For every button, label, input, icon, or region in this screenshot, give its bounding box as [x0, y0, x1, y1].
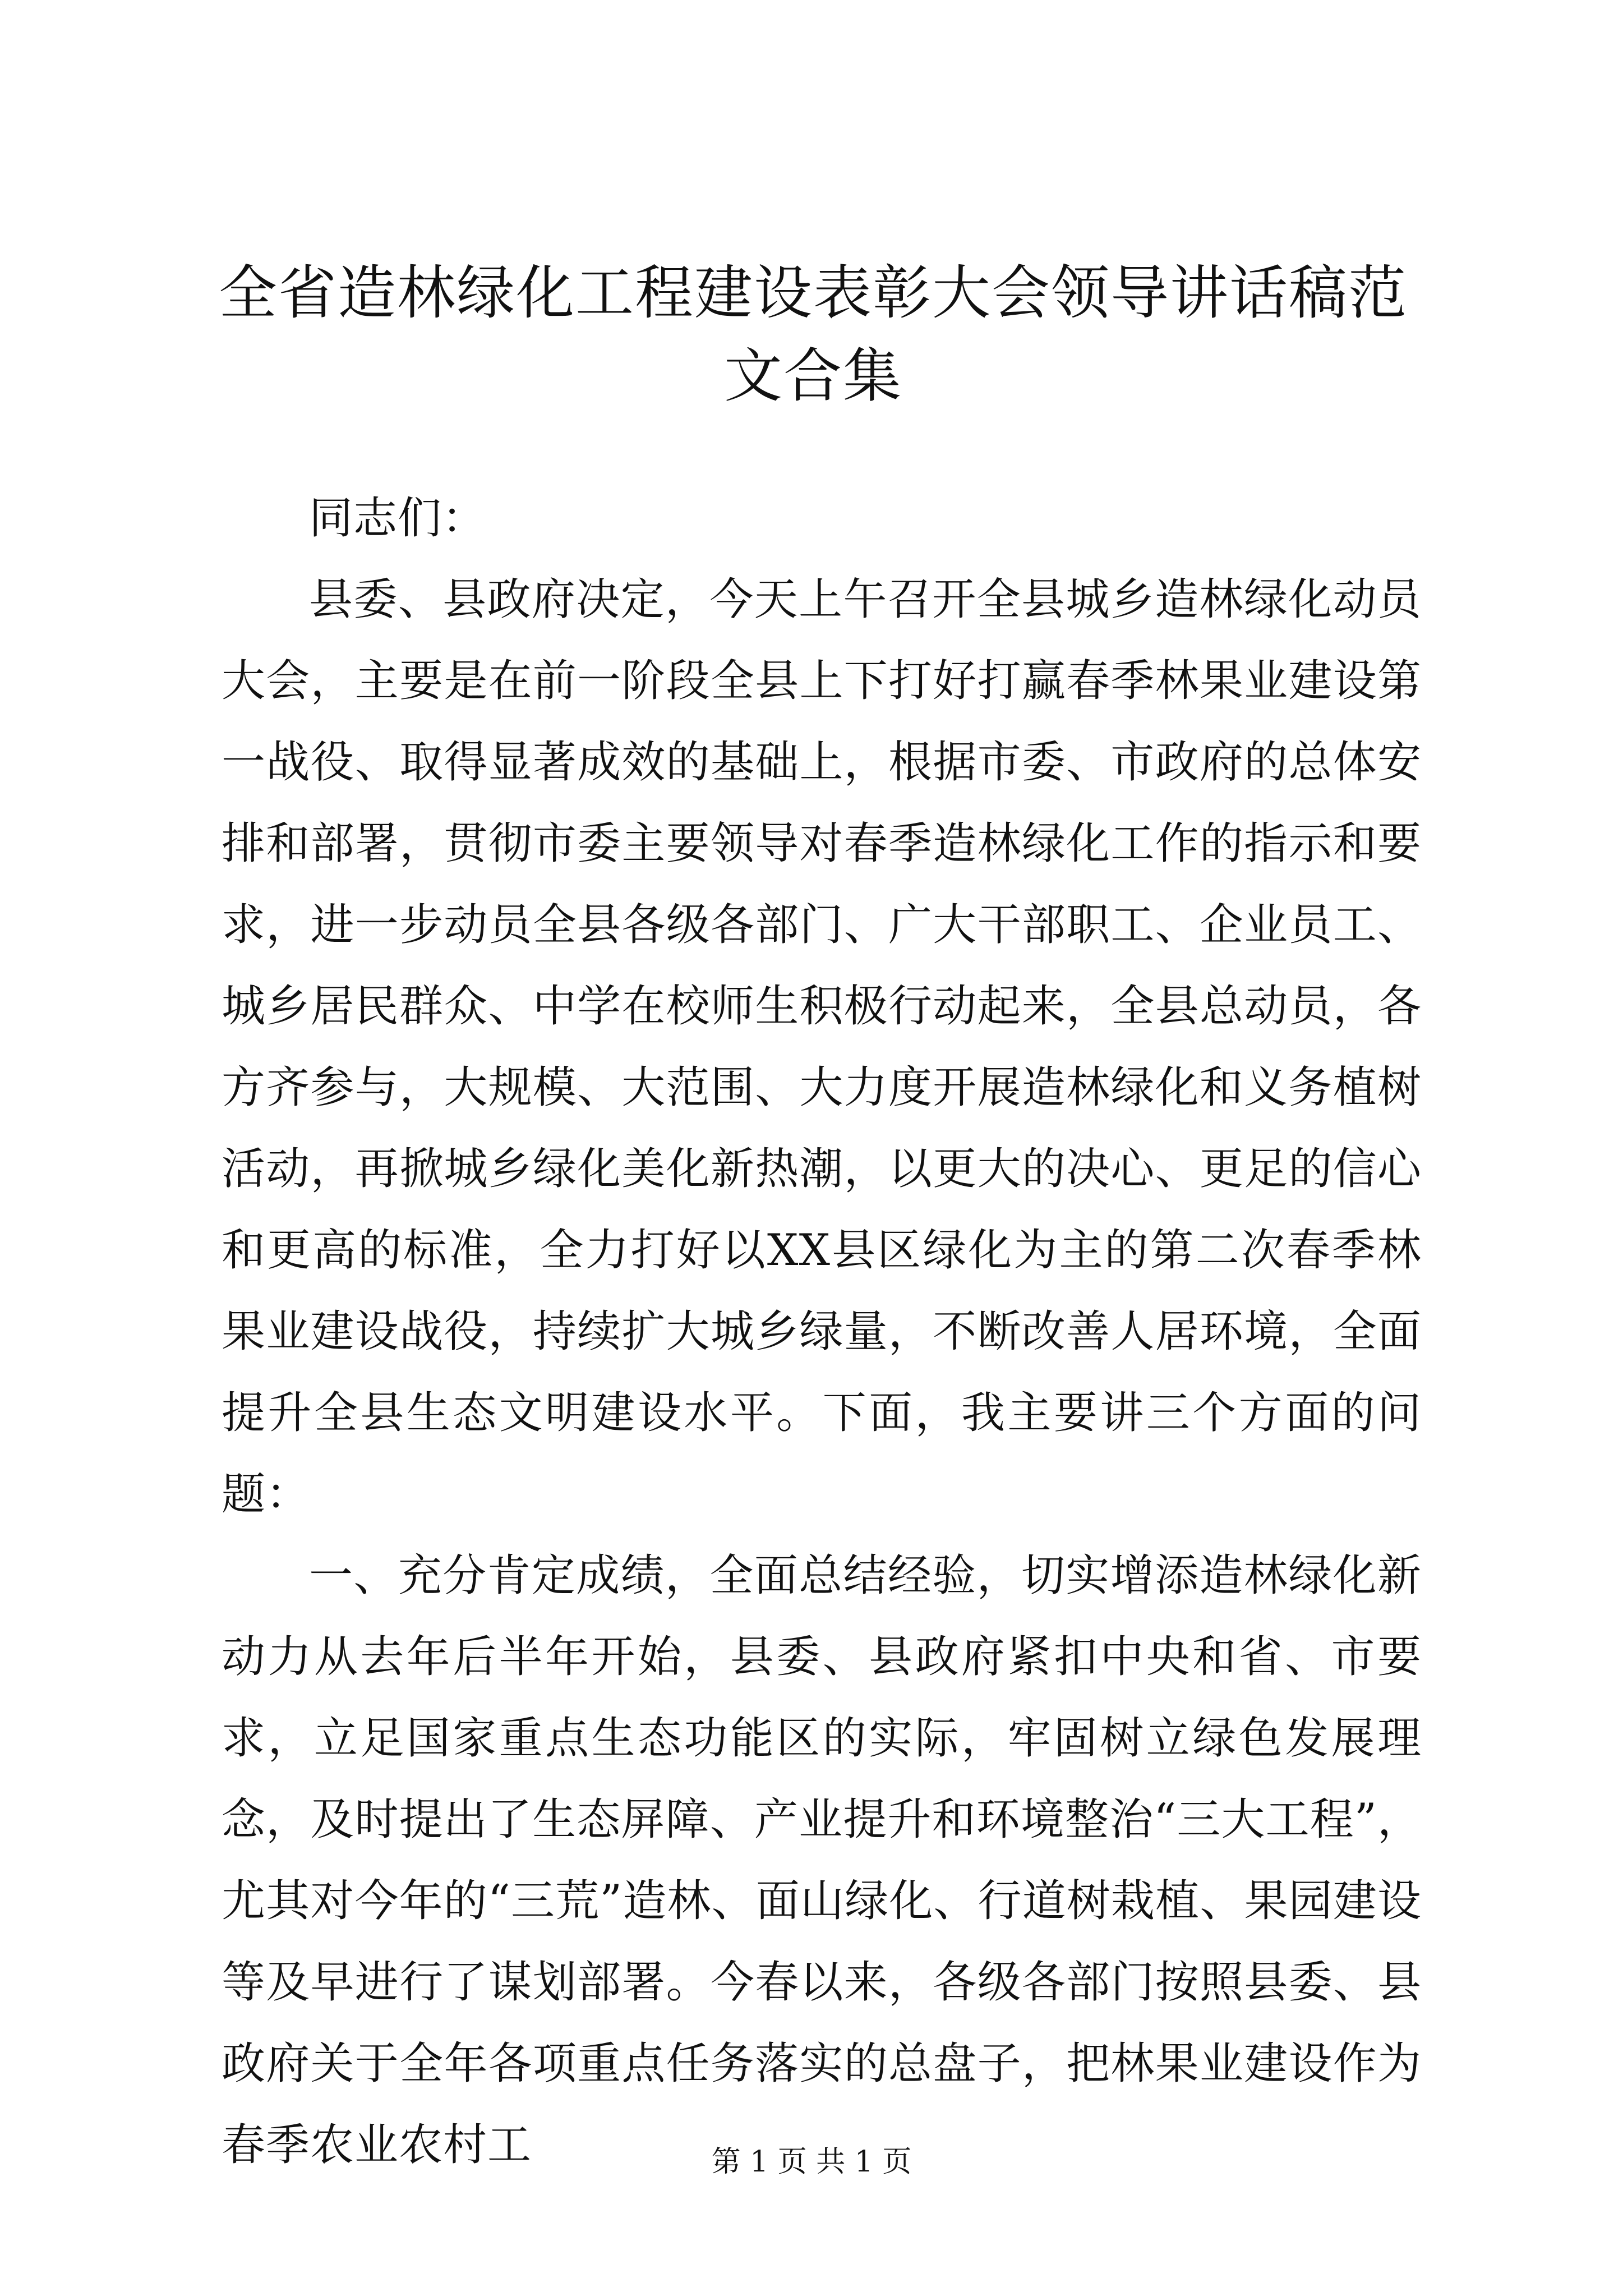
- page-footer: 第 1 页 共 1 页: [711, 2145, 912, 2179]
- paragraph-1: 县委、县政府决定，今天上午召开全县城乡造林绿化动员大会，主要是在前一阶段全县上下打好打赢春季林果业建设第一战役、取得显著成效的基础上，根据市委、市政府的总体安排和部署，贯彻市委主要领导对春季造林绿化工作的指示和要求，进一步动员全县各级各部门、广大干部职工、企业员工、城乡居民群众、中学在校师生积极行动起来，全县总动员，各方齐参与，大规模、大范围、大力度开展造林绿化和义务植树活动，再掀城乡绿化美化新热潮，以更大的决心、更足的信心和更高的标准，全力打好以XX县区绿化为主的第二次春季林果业建设战役，持续扩大城乡绿量，不断改善人居环境，全面提升全县生态文明建设水平。下面，我主要讲三个方面的问题：: [222, 574, 1422, 1520]
- document-body: [222, 478, 1422, 2186]
- salutation: 同志们：: [309, 493, 487, 544]
- document-title: 全省造林绿化工程建设表彰大会领导讲话稿范文合集: [218, 259, 1408, 410]
- paragraph-2: 一、充分肯定成绩，全面总结经验，切实增添造林绿化新动力从去年后半年开始，县委、县政府紧扣中央和省、市要求，立足国家重点生态功能区的实际，牢固树立绿色发展理念，及时提出了生态屏障、产业提升和环境整治“三大工程”，尤其对今年的“三荒”造林、面山绿化、行道树栽植、果园建设等及早进行了谋划部署。今春以来，各级各部门按照县委、县政府关于全年各项重点任务落实的总盘子，把林果业建设作为春季农业农村工: [222, 1550, 1422, 2170]
